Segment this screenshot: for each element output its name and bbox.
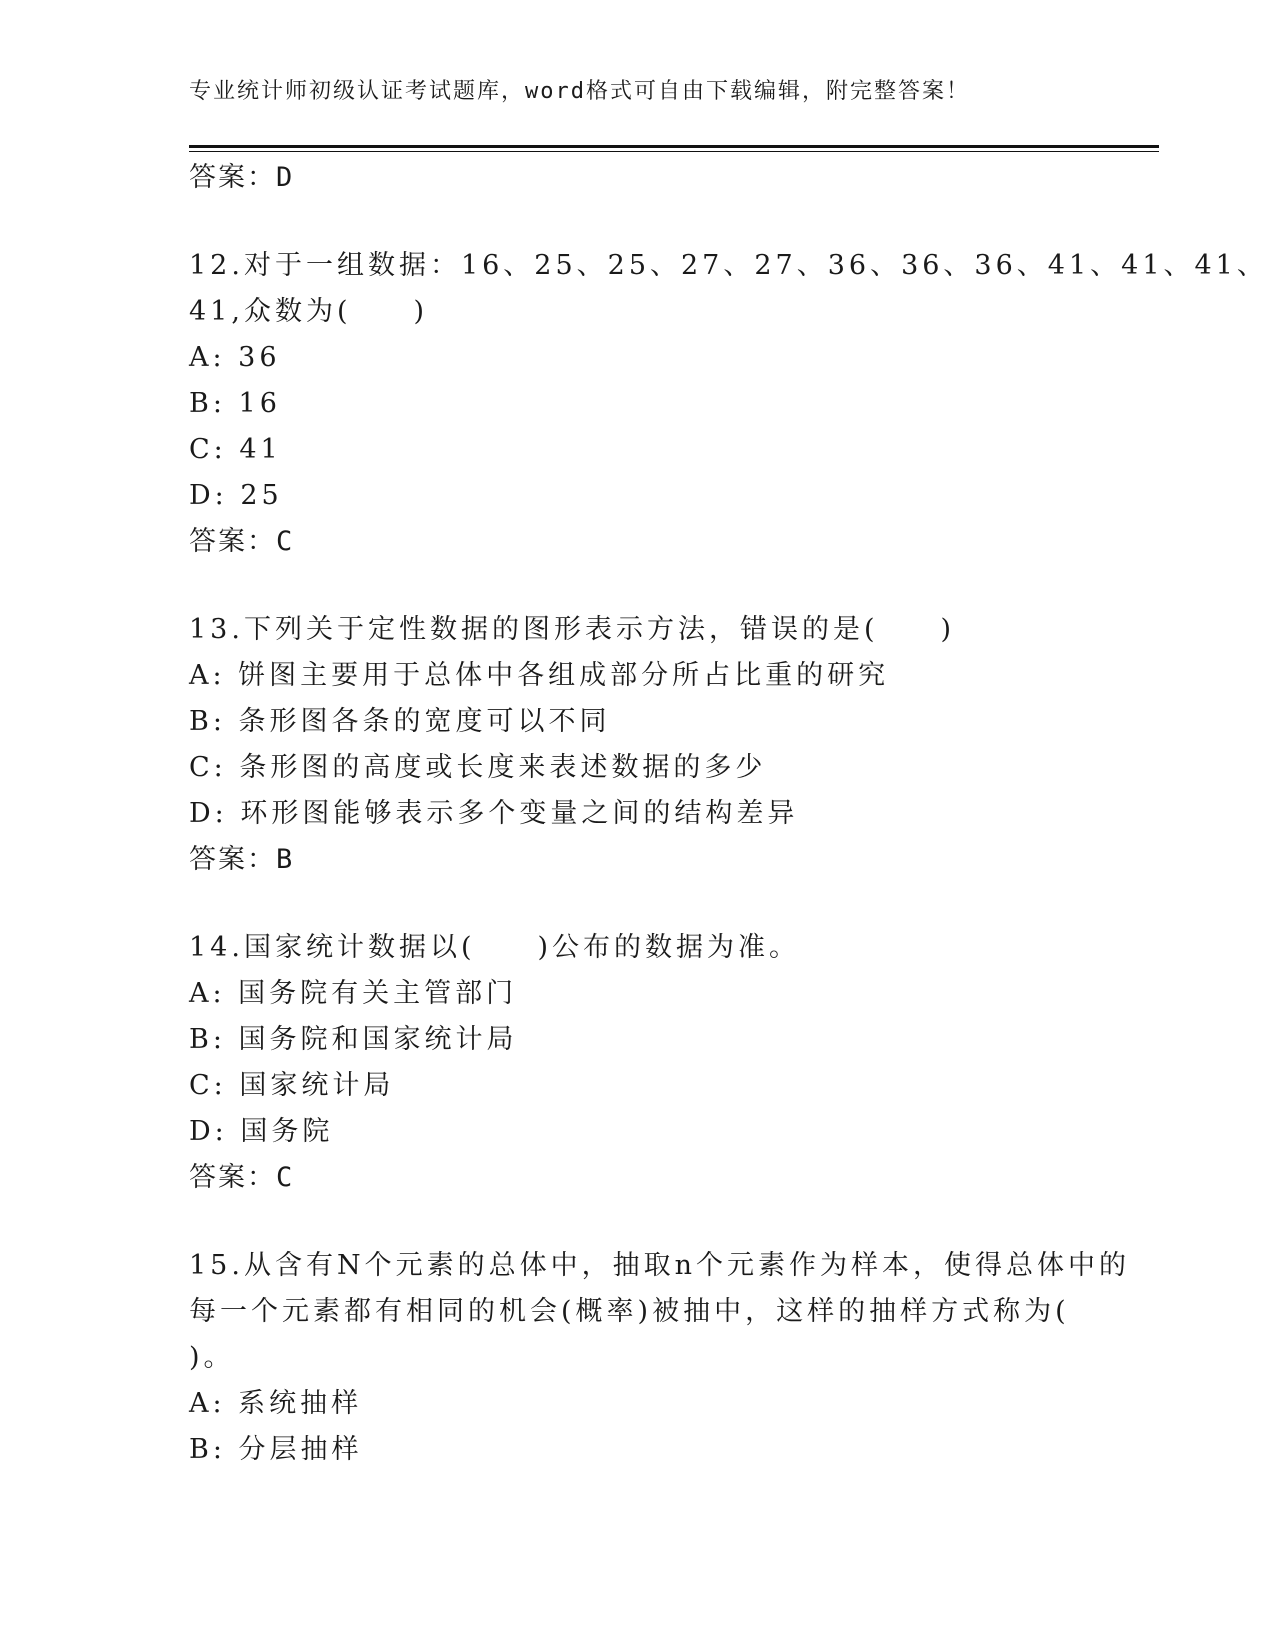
answer-line: 答案：C	[189, 526, 295, 557]
question-text: 15.从含有N个元素的总体中，抽取n个元素作为样本，使得总体中的	[189, 1250, 1130, 1281]
option-c: C: 条形图的高度或长度来表述数据的多少	[189, 752, 767, 783]
answer-line: 答案：B	[189, 844, 295, 875]
document-body	[189, 155, 1268, 1473]
option-a: A: 国务院有关主管部门	[189, 978, 518, 1009]
answer-line: 答案：C	[189, 1162, 295, 1193]
option-a: A: 系统抽样	[189, 1388, 363, 1419]
question-12	[189, 243, 1268, 565]
answer-line: 答案：D	[189, 162, 295, 193]
question-text: 每一个元素都有相同的机会(概率)被抽中，这样的抽样方式称为(	[189, 1296, 1070, 1327]
header-rule-thin	[189, 151, 1159, 152]
option-a: A: 饼图主要用于总体中各组成部分所占比重的研究	[189, 660, 890, 691]
question-text: 14.国家统计数据以( )公布的数据为准。	[189, 932, 801, 963]
option-d: D: 国务院	[189, 1116, 334, 1147]
option-b: B: 条形图各条的宽度可以不同	[189, 706, 611, 737]
question-text: 41,众数为( )	[189, 296, 429, 327]
option-b: B: 国务院和国家统计局	[189, 1024, 518, 1055]
question-15	[189, 1243, 1130, 1473]
question-text: 13.下列关于定性数据的图形表示方法，错误的是( )	[189, 614, 956, 645]
option-b: B: 分层抽样	[189, 1434, 363, 1465]
option-c: C: 国家统计局	[189, 1070, 395, 1101]
option-d: D: 环形图能够表示多个变量之间的结构差异	[189, 798, 799, 829]
question-text: )。	[189, 1342, 235, 1373]
option-c: C: 41	[189, 434, 282, 465]
page-header: 专业统计师初级认证考试题库，word格式可自由下载编辑，附完整答案！	[189, 79, 970, 104]
option-b: B: 16	[189, 388, 281, 419]
option-a: A: 36	[189, 342, 281, 373]
option-d: D: 25	[189, 480, 283, 511]
question-text: 12.对于一组数据：16、25、25、27、27、36、36、36、41、41、41、	[189, 250, 1268, 281]
question-14	[189, 925, 1089, 1201]
question-13	[189, 607, 1089, 883]
header-rule-thick	[189, 145, 1159, 148]
